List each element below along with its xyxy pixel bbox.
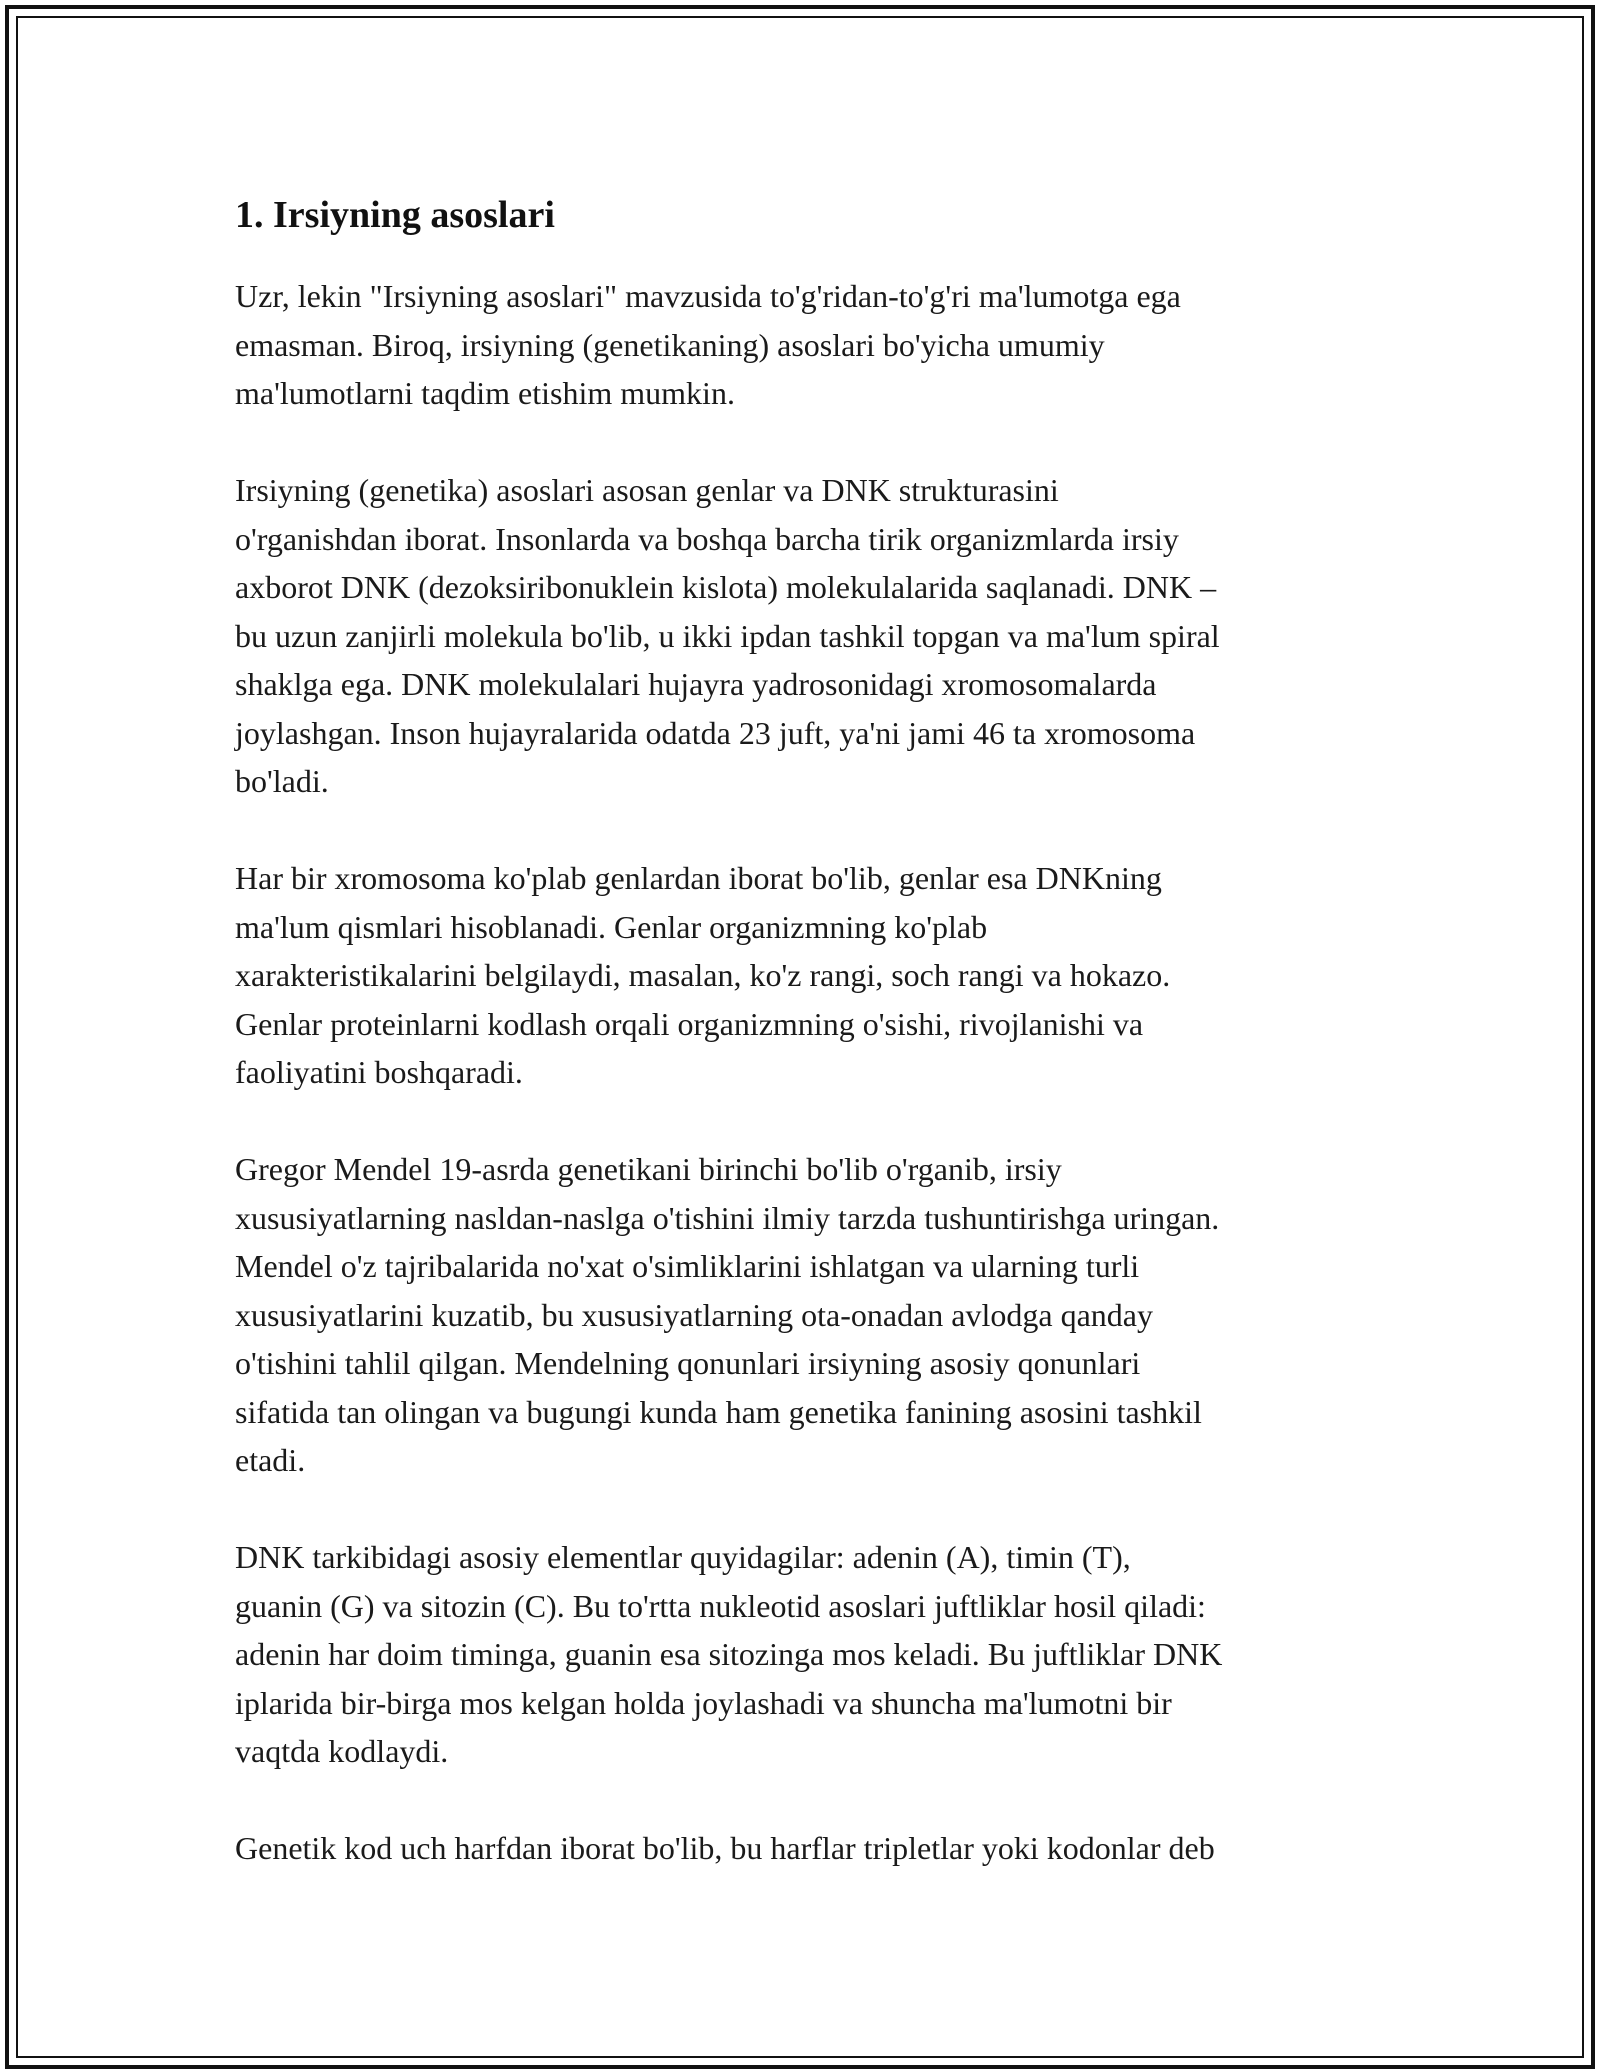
paragraph-genes: Har bir xromosoma ko'plab genlardan iborat bo'lib, genlar esa DNKning ma'lum qismlari hisoblanadi. Genlar organizmning ko'plab xarakteristikalarini belgilaydi, masalan, ko'z rangi, soch rangi va hokazo. Genlar proteinlarni kodlash orqali organizmning o'sishi, rivojlanishi va faoliyatini boshqaradi. [235, 860, 1171, 1090]
paragraph-dna-structure: Irsiyning (genetika) asoslari asosan genlar va DNK strukturasini o'rganishdan iborat. Insonlarda va boshqa barcha tirik organizmlarda irsiy axborot DNK (dezoksiribonuklein kislota) molekulalarida saqlanadi. DNK – bu uzun zanjirli molekula bo'lib, u ikki ipdan tashkil topgan va ma'lum spiral shaklga ega. DNK molekulalari hujayra yadrosonidagi xromosomalarda joylashgan. Inson hujayralarida odatda 23 juft, ya'ni jami 46 ta xromosoma bo'ladi. [235, 472, 1220, 799]
section-heading: 1. Irsiyning asoslari [235, 194, 555, 236]
document-body [235, 186, 1385, 1873]
paragraph-genetic-code: Genetik kod uch harfdan iborat bo'lib, bu harflar tripletlar yoki kodonlar deb [235, 1830, 1215, 1866]
paragraph-mendel: Gregor Mendel 19-asrda genetikani birinchi bo'lib o'rganib, irsiy xususiyatlarning nasldan-naslga o'tishini ilmiy tarzda tushuntirishga uringan. Mendel o'z tajribalarida no'xat o'simliklarini ishlatgan va ularning turli xususiyatlarini kuzatib, bu xususiyatlarning ota-onadan avlodga qanday o'tishini tahlil qilgan. Mendelning qonunlari irsiyning asosiy qonunlari sifatida tan olingan va bugungi kunda ham genetika fanining asosini tashkil etadi. [235, 1151, 1220, 1478]
paragraph-nucleotides: DNK tarkibidagi asosiy elementlar quyidagilar: adenin (A), timin (T), guanin (G) va sitozin (C). Bu to'rtta nukleotid asoslari juftliklar hosil qiladi: adenin har doim timinga, guanin esa sitozinga mos keladi. Bu juftliklar DNK iplarida bir-birga mos kelgan holda joylashadi va shuncha ma'lumotni bir vaqtda kodlaydi. [235, 1539, 1223, 1769]
paragraph-intro: Uzr, lekin "Irsiyning asoslari" mavzusida to'g'ridan-to'g'ri ma'lumotga ega emasman. Biroq, irsiyning (genetikaning) asoslari bo'yicha umumiy ma'lumotlarni taqdim etishim mumkin. [235, 278, 1181, 411]
